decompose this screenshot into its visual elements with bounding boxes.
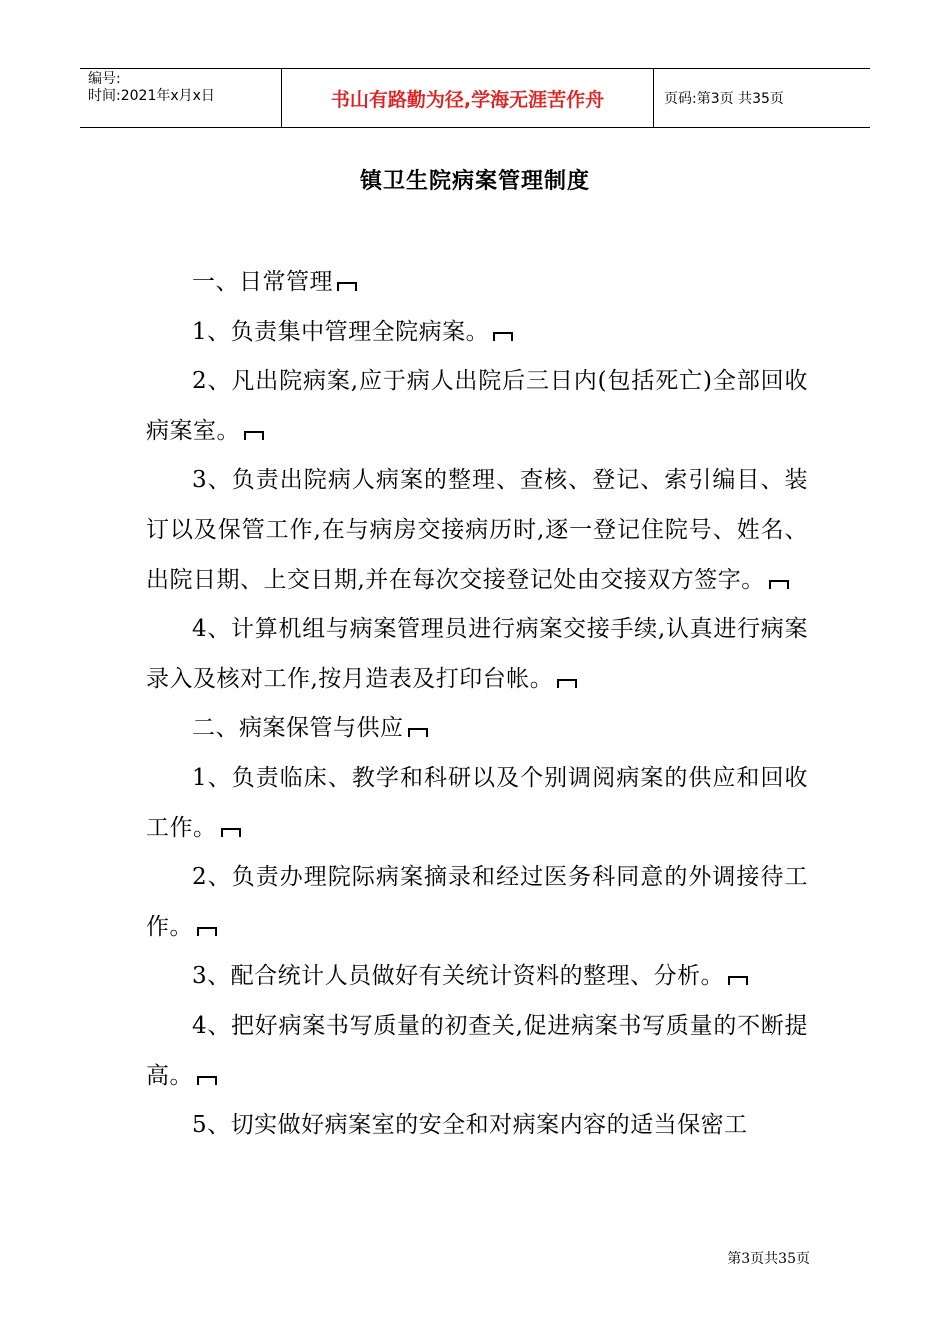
- paragraph-mark-icon: [337, 282, 357, 291]
- header-table: [80, 68, 870, 128]
- document-title: 镇卫生院病案管理制度: [359, 169, 590, 194]
- header-page-label: 页码:第3页 共35页: [664, 91, 784, 107]
- paragraph: [146, 1002, 808, 1101]
- paragraph-text: 2、负责办理院际病案摘录和经过医务科同意的外调接待工作。: [146, 864, 808, 940]
- paragraph-mark-icon: [244, 431, 264, 440]
- paragraph-text: 5、切实做好病案室的安全和对病案内容的适当保密工: [192, 1112, 748, 1139]
- number-label: 编号:: [88, 71, 121, 87]
- time-label: 时间:2021年x月x日: [88, 88, 215, 104]
- paragraph-mark-icon: [221, 828, 241, 837]
- paragraph-text: 1、负责临床、教学和科研以及个别调阅病案的供应和回收工作。: [146, 764, 808, 841]
- document-body: [146, 258, 808, 1151]
- paragraph: [146, 1101, 808, 1151]
- paragraph-text: 4、把好病案书写质量的初查关,促进病案书写质量的不断提高。: [146, 1012, 808, 1089]
- paragraph: [146, 357, 808, 456]
- header-motto-cell: [282, 69, 654, 127]
- paragraph: [146, 853, 808, 952]
- motto-text: 书山有路勤为径,学海无涯苦作舟: [330, 88, 605, 111]
- paragraph: [146, 704, 808, 754]
- paragraph: [146, 308, 808, 358]
- paragraph-mark-icon: [197, 927, 217, 936]
- paragraph: [146, 456, 808, 605]
- paragraph-mark-icon: [197, 1076, 217, 1085]
- paragraph: [146, 258, 808, 308]
- paragraph-text: 4、计算机组与病案管理员进行病案交接手续,认真进行病案录入及核对工作,按月造表及打印台帐。: [146, 616, 808, 692]
- paragraph-mark-icon: [493, 332, 513, 341]
- paragraph: [146, 605, 808, 704]
- paragraph-text: 3、负责出院病人病案的整理、查核、登记、索引编目、装订以及保管工作,在与病房交接病历时,逐一登记住院号、姓名、出院日期、上交日期,并在每次交接登记处由交接双方签字。: [146, 467, 808, 593]
- paragraph-mark-icon: [408, 728, 428, 737]
- header-meta-cell: [80, 69, 282, 127]
- paragraph: [146, 754, 808, 853]
- header-page-cell: [654, 69, 870, 127]
- paragraph-mark-icon: [728, 976, 748, 985]
- paragraph-text: 一、日常管理: [192, 269, 333, 295]
- footer-page-number: 第3页共35页: [727, 1251, 810, 1267]
- paragraph-mark-icon: [557, 679, 577, 688]
- paragraph-text: 二、病案保管与供应: [192, 715, 404, 742]
- paragraph-mark-icon: [769, 580, 789, 589]
- paragraph: [146, 952, 808, 1002]
- paragraph-text: 2、凡出院病案,应于病人出院后三日内(包括死亡)全部回收病案室。: [146, 368, 808, 444]
- paragraph-text: 1、负责集中管理全院病案。: [192, 318, 490, 345]
- paragraph-text: 3、配合统计人员做好有关统计资料的整理、分析。: [192, 963, 725, 990]
